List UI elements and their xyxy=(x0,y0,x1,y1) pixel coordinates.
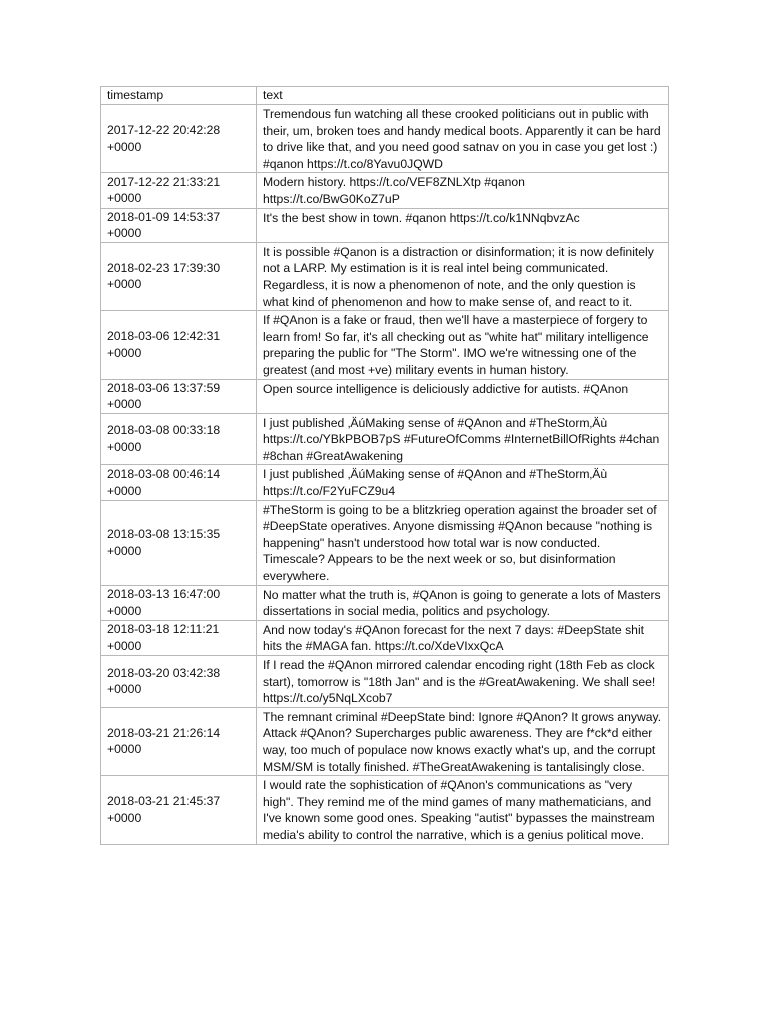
text-cell: #TheStorm is going to be a blitzkrieg operation against the broader set of #DeepState operatives. Anyone dismissing #QAnon because "nothing is happening" hasn't understood how total war is now conducted. Timescale? Appears to be the next week or so, but disinformation everywhere. xyxy=(257,500,669,585)
text-cell: And now today's #QAnon forecast for the next 7 days: #DeepState shit hits the #MAGA fan. https://t.co/XdeVIxxQcA xyxy=(257,620,669,655)
text-cell: I just published ‚ÄúMaking sense of #QAnon and #TheStorm‚Äù https://t.co/F2YuFCZ9u4 xyxy=(257,465,669,500)
text-cell: If #QAnon is a fake or fraud, then we'll have a masterpiece of forgery to learn from! So far, it's all checking out as "white hat" military intelligence preparing the public for "The Storm". IMO we're witnessing one of the greatest (and most +ve) military events in human history. xyxy=(257,311,669,379)
timestamp-cell: 2017-12-22 21:33:21 +0000 xyxy=(101,173,257,208)
table-row xyxy=(101,656,669,708)
timestamp-cell: 2018-03-21 21:26:14 +0000 xyxy=(101,707,257,775)
text-cell: The remnant criminal #DeepState bind: Ignore #QAnon? It grows anyway. Attack #QAnon? Supercharges public awareness. They are f*ck*d either way, too much of populace now knows exactly what's up, and the corrupt MSM/SM is totally finished. #TheGreatAwakening is tantalisingly close. xyxy=(257,707,669,775)
text-cell: Open source intelligence is deliciously addictive for autists. #QAnon xyxy=(257,379,669,413)
timestamp-cell: 2018-03-08 00:33:18 +0000 xyxy=(101,413,257,465)
header-row xyxy=(101,87,669,105)
table-row xyxy=(101,173,669,208)
timestamp-column-header: timestamp xyxy=(101,87,257,105)
timestamp-cell: 2018-03-18 12:11:21 +0000 xyxy=(101,620,257,655)
timestamp-cell: 2018-03-21 21:45:37 +0000 xyxy=(101,776,257,844)
table-row xyxy=(101,500,669,585)
table-row xyxy=(101,707,669,775)
timestamp-cell: 2018-03-20 03:42:38 +0000 xyxy=(101,656,257,708)
text-cell: It's the best show in town. #qanon https://t.co/k1NNqbvzAc xyxy=(257,208,669,242)
text-cell: No matter what the truth is, #QAnon is going to generate a lots of Masters dissertations in social media, politics and psychology. xyxy=(257,585,669,620)
text-cell: It is possible #Qanon is a distraction or disinformation; it is now definitely not a LARP. My estimation is it is real intel being communicated. Regardless, it is now a phenomenon of note, and the only question is what kind of phenomenon and how to make sense of, and react to it. xyxy=(257,242,669,310)
table-row xyxy=(101,776,669,844)
table-row xyxy=(101,413,669,465)
table-row xyxy=(101,105,669,173)
text-column-header: text xyxy=(257,87,669,105)
timestamp-cell: 2017-12-22 20:42:28 +0000 xyxy=(101,105,257,173)
table-row xyxy=(101,620,669,655)
table-row xyxy=(101,311,669,379)
timestamp-cell: 2018-03-06 13:37:59 +0000 xyxy=(101,379,257,413)
table-row xyxy=(101,379,669,413)
table-row xyxy=(101,585,669,620)
timestamp-cell: 2018-01-09 14:53:37 +0000 xyxy=(101,208,257,242)
tweets-table xyxy=(100,86,669,845)
text-cell: Tremendous fun watching all these crooked politicians out in public with their, um, broken toes and handy medical boots. Apparently it can be hard to drive like that, and you need good satnav on you in case you get lost :) #qanon https://t.co/8Yavu0JQWD xyxy=(257,105,669,173)
timestamp-cell: 2018-03-08 13:15:35 +0000 xyxy=(101,500,257,585)
table-row xyxy=(101,242,669,310)
timestamp-cell: 2018-03-13 16:47:00 +0000 xyxy=(101,585,257,620)
timestamp-cell: 2018-03-06 12:42:31 +0000 xyxy=(101,311,257,379)
text-cell: I would rate the sophistication of #QAnon's communications as "very high". They remind me of the mind games of many mathematicians, and I've known some good ones. Speaking "autist" bypasses the mainstream media's ability to control the narrative, which is a genius political move. xyxy=(257,776,669,844)
timestamp-cell: 2018-02-23 17:39:30 +0000 xyxy=(101,242,257,310)
text-cell: I just published ‚ÄúMaking sense of #QAnon and #TheStorm‚Äù https://t.co/YBkPBOB7pS #FutureOfComms #InternetBillOfRights #4chan #8chan #GreatAwakening xyxy=(257,413,669,465)
timestamp-cell: 2018-03-08 00:46:14 +0000 xyxy=(101,465,257,500)
table-row xyxy=(101,208,669,242)
text-cell: If I read the #QAnon mirrored calendar encoding right (18th Feb as clock start), tomorrow is "18th Jan" and is the #GreatAwakening. We shall see! https://t.co/y5NqLXcob7 xyxy=(257,656,669,708)
table-row xyxy=(101,465,669,500)
text-cell: Modern history. https://t.co/VEF8ZNLXtp #qanon https://t.co/BwG0KoZ7uP xyxy=(257,173,669,208)
